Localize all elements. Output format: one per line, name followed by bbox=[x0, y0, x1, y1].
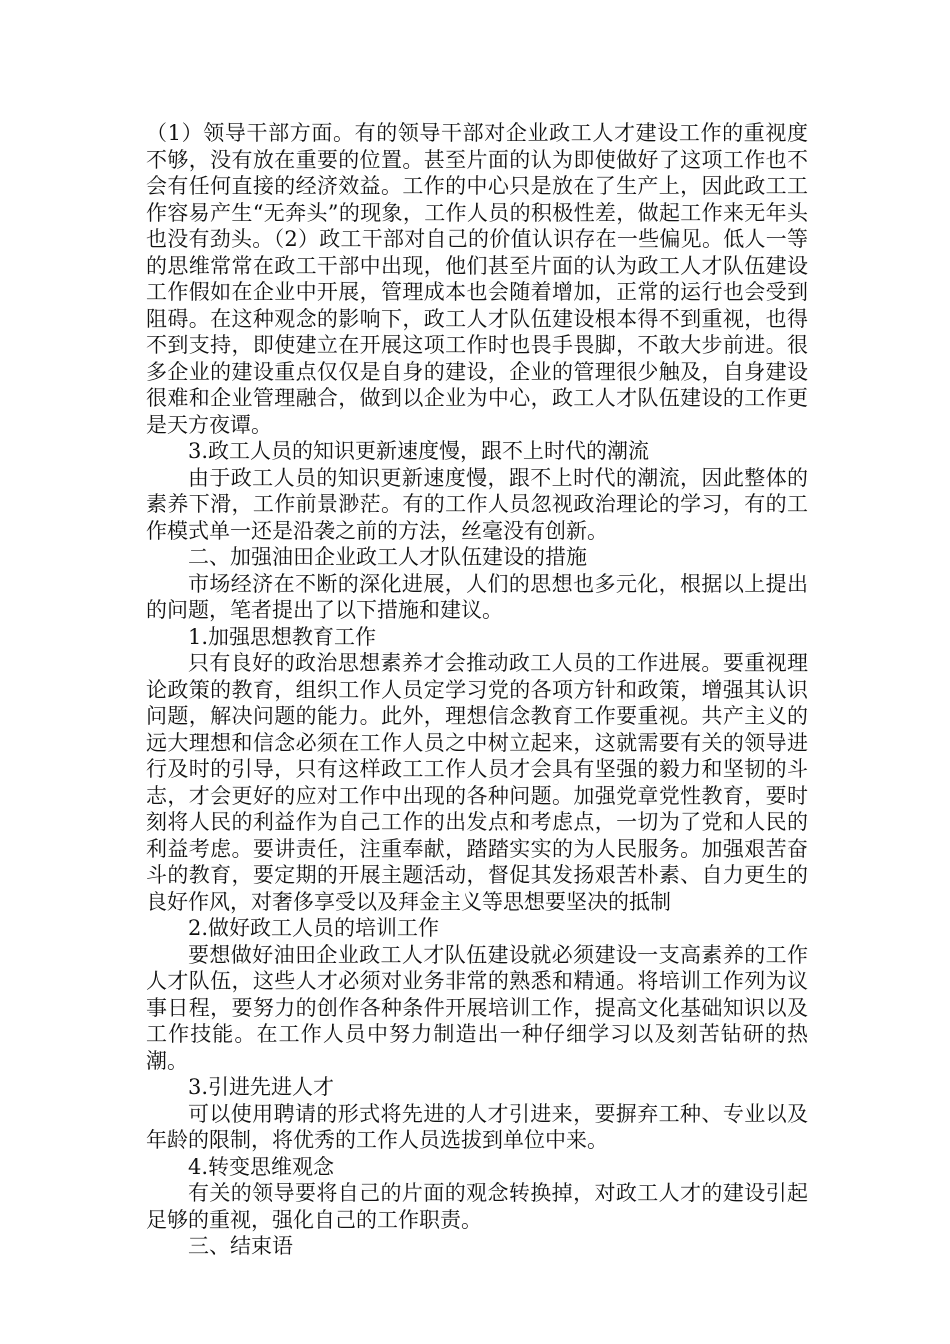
subheading-mindset-change: 4.转变思维观念 bbox=[188, 1154, 335, 1179]
subheading-training: 2.做好政工人员的培训工作 bbox=[188, 916, 440, 940]
section-heading-measures: 二、加强油田企业政工人才队伍建设的措施 bbox=[188, 545, 587, 569]
section-heading-conclusion: 三、结束语 bbox=[188, 1234, 293, 1258]
paragraph-ideological-education: 只有良好的政治思想素养才会推动政工人员的工作进展。要重视理论政策的教育，组织工作人员定学习党的各项方针和政策，增强其认识问题，解决问题的能力。此外，理想信念教育工作要重视。共产主义的远大理想和信念必须在工作人员之中树立起来，这就需要有关的领导进行及时的引导，只有这样政工工作人员才会具有坚强的毅力和坚韧的斗志，才会更好的应对工作中出现的各种问题。加强党章党性教育，要时刻将人民的利益作为自己工作的出发点和考虑点，一切为了党和人民的利益考虑。要讲责任，注重奉献，踏踏实实的为人民服务。加强艰苦奋斗的教育，要定期的开展主题活动，督促其发扬艰苦朴素、自力更生的良好作风，对奢侈享受以及拜金主义等思想要坚决的抵制 bbox=[146, 651, 808, 914]
subheading-knowledge-update: 3.政工人员的知识更新速度慢，跟不上时代的潮流 bbox=[188, 439, 650, 463]
paragraph-measures-intro: 市场经济在不断的深化进展，人们的思想也多元化，根据以上提出的问题，笔者提出了以下措施和建议。 bbox=[146, 571, 808, 622]
document-body bbox=[146, 120, 808, 1260]
subheading-ideological-education: 1.加强思想教育工作 bbox=[188, 624, 377, 649]
paragraph-mindset-change: 有关的领导要将自己的片面的观念转换掉，对政工人才的建设引起足够的重视，强化自己的工作职责。 bbox=[146, 1181, 808, 1232]
subheading-talent-introduction: 3.引进先进人才 bbox=[188, 1075, 335, 1099]
paragraph-knowledge-update: 由于政工人员的知识更新速度慢，跟不上时代的潮流，因此整体的素养下滑，工作前景渺茫。有的工作人员忽视政治理论的学习，有的工作模式单一还是沿袭之前的方法，丝毫没有创新。 bbox=[146, 465, 808, 543]
paragraph-leaders-and-cadres: （1）领导干部方面。有的领导干部对企业政工人才建设工作的重视度不够，没有放在重要的位置。甚至片面的认为即使做好了这项工作也不会有任何直接的经济效益。工作的中心只是放在了生产上，因此政工工作容易产生“无奔头”的现象，工作人员的积极性差，做起工作来无年头也没有劲头。（2）政工干部对自己的价值认识存在一些偏见。低人一等的思维常常在政工干部中出现，他们甚至片面的认为政工人才队伍建设工作假如在企业中开展，管理成本也会随着增加，正常的运行也会受到阻碍。在这种观念的影响下，政工人才队伍建设根本得不到重视，也得不到支持，即使建立在开展这项工作时也畏手畏脚，不敢大步前进。很多企业的建设重点仅仅是自身的建设，企业的管理很少触及，自身建设很难和企业管理融合，做到以企业为中心，政工人才队伍建设的工作更是天方夜谭。 bbox=[146, 121, 808, 437]
paragraph-talent-introduction: 可以使用聘请的形式将先进的人才引进来，要摒弃工种、专业以及年龄的限制，将优秀的工作人员选拔到单位中来。 bbox=[146, 1101, 808, 1152]
paragraph-training: 要想做好油田企业政工人才队伍建设就必须建设一支高素养的工作人才队伍，这些人才必须对业务非常的熟悉和精通。将培训工作列为议事日程，要努力的创作各种条件开展培训工作，提高文化基础知识以及工作技能。在工作人员中努力制造出一种仔细学习以及刻苦钻研的热潮。 bbox=[146, 942, 808, 1073]
